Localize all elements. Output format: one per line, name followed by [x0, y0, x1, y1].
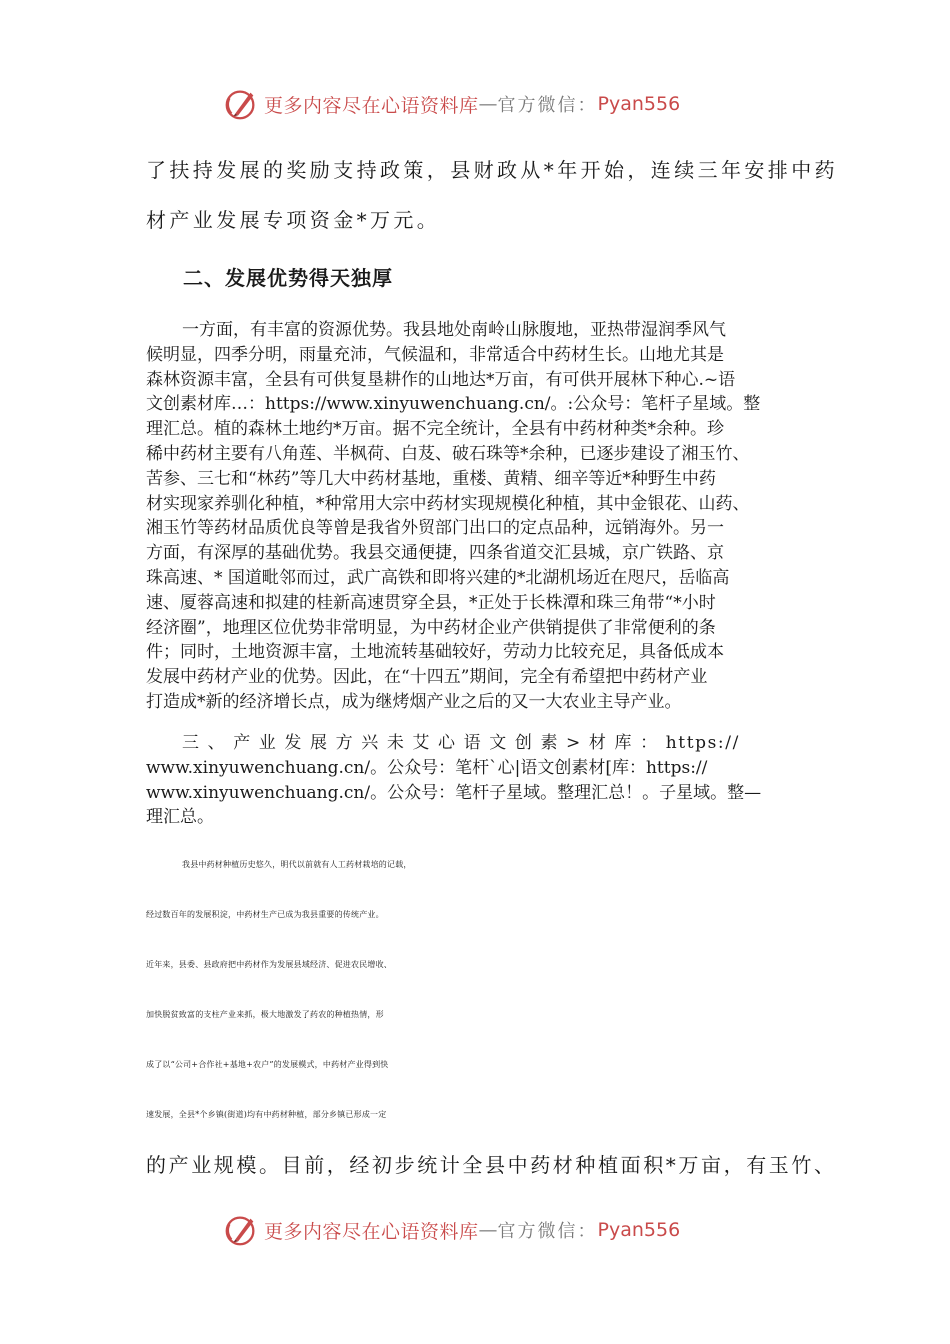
text-line: 稀中药材主要有八角莲、半枫荷、白芨、破石珠等*余种，已逐步建设了湘玉竹、: [146, 443, 750, 464]
pen-in-circle-icon: [222, 85, 260, 123]
text-line: 方面，有深厚的基础优势。我县交通便捷，四条省道交汇县城，京广铁路、京: [146, 543, 724, 564]
intro-paragraph: [146, 145, 838, 245]
wechat-label: 官方微信：: [497, 95, 598, 116]
text-line: 经济圈”，地理区位优势非常明显，为中药材企业产供销提供了非常便利的条: [146, 617, 716, 638]
text-line: 速发展，全县*个乡镇(街道)均有中药材种植，部分乡镇已形成一定: [146, 1110, 387, 1119]
banner-separator: —: [478, 1219, 498, 1241]
text-line: 森林资源丰富，全县有可供复垦耕作的山地达*万亩，有可供开展林下种心.~语: [146, 369, 736, 390]
text-line: 三 、 产 业 发 展 方 兴 未 艾 心 语 文 创 素 > 材 库 ： https://: [182, 733, 740, 753]
text-line: 发展中药材产业的优势。因此，在“十四五”期间，完全有希望把中药材产业: [146, 667, 708, 688]
text-line: 文创素材库…：https://www.xinyuwenchuang.cn/。:公众号：笔杆子星域。整: [146, 394, 761, 415]
text-line: 湘玉竹等药材品质优良等曾是我省外贸部门出口的定点品种，远销海外。另一: [146, 518, 724, 539]
text-line: 珠高速、* 国道毗邻而过，武广高铁和即将兴建的*北湖机场近在咫尺，岳临高: [146, 567, 730, 588]
text-line: www.xinyuwenchuang.cn/。公众号：笔杆`心|语文创素材[库：https://: [146, 757, 708, 778]
section-heading: 二、发展优势得天独厚: [183, 266, 393, 290]
text-line: 的产业规模。目前，经初步统计全县中药材种植面积*万亩，有玉竹、: [146, 1153, 837, 1177]
wechat-label: 官方微信：: [497, 1221, 598, 1242]
text-line: www.xinyuwenchuang.cn/。公众号：笔杆子星域。整理汇总！。子星域。整—: [146, 782, 762, 803]
wechat-id: Pyan556: [597, 1219, 681, 1241]
text-line: 了扶持发展的奖励支持政策，县财政从*年开始，连续三年安排中药: [146, 158, 838, 182]
wechat-id: Pyan556: [597, 93, 681, 115]
text-line: 材产业发展专项资金*万元。: [146, 208, 441, 232]
text-line: 经过数百年的发展积淀，中药材生产已成为我县重要的传统产业。: [146, 910, 384, 919]
section3-paragraph: [146, 731, 761, 830]
text-line: 打造成*新的经济增长点，成为继烤烟产业之后的又一大农业主导产业。: [146, 691, 682, 712]
text-line: 一方面，有丰富的资源优势。我县地处南岭山脉腹地，亚热带湿润季风气: [182, 320, 726, 340]
text-line: 件；同时，土地资源丰富，土地流转基础较好，劳动力比较充足，具备低成本: [146, 642, 724, 663]
brand-name: 更多内容尽在心语资料库: [264, 94, 479, 117]
text-line: 速、厦蓉高速和拟建的桂新高速贯穿全县，*正处于长株潭和珠三角带“*小时: [146, 592, 716, 613]
text-line: 理汇总。: [146, 807, 214, 828]
text-line: 候明显，四季分明，雨量充沛，气候温和，非常适合中药材生长。山地尤其是: [146, 344, 724, 365]
header-banner: [222, 84, 742, 124]
text-line: 成了以“公司+合作社+基地+农户”的发展模式，中药材产业得到快: [146, 1060, 389, 1069]
text-line: 加快脱贫致富的支柱产业来抓，极大地激发了药农的种植热情，形: [146, 1010, 384, 1019]
text-line: 我县中药材种植历史悠久，明代以前就有人工药材栽培的记载，: [182, 860, 412, 869]
footer-banner: [222, 1210, 742, 1250]
text-line: 理汇总。植的森林土地约*万亩。据不完全统计，全县有中药材种类*余种。珍: [146, 419, 724, 440]
section2-paragraph: [146, 318, 760, 715]
banner-separator: —: [478, 93, 498, 115]
body-paragraph: [146, 840, 837, 1190]
text-line: 材实现家养驯化种植，*种常用大宗中药材实现规模化种植，其中金银花、山药、: [146, 493, 750, 514]
text-line: 苦参、三七和“林药”等几大中药材基地，重楼、黄精、细辛等近*种野生中药: [146, 468, 716, 489]
text-line: 近年来，县委、县政府把中药材作为发展县域经济、促进农民增收、: [146, 960, 392, 969]
pen-in-circle-icon: [222, 1211, 260, 1249]
brand-name: 更多内容尽在心语资料库: [264, 1220, 479, 1243]
